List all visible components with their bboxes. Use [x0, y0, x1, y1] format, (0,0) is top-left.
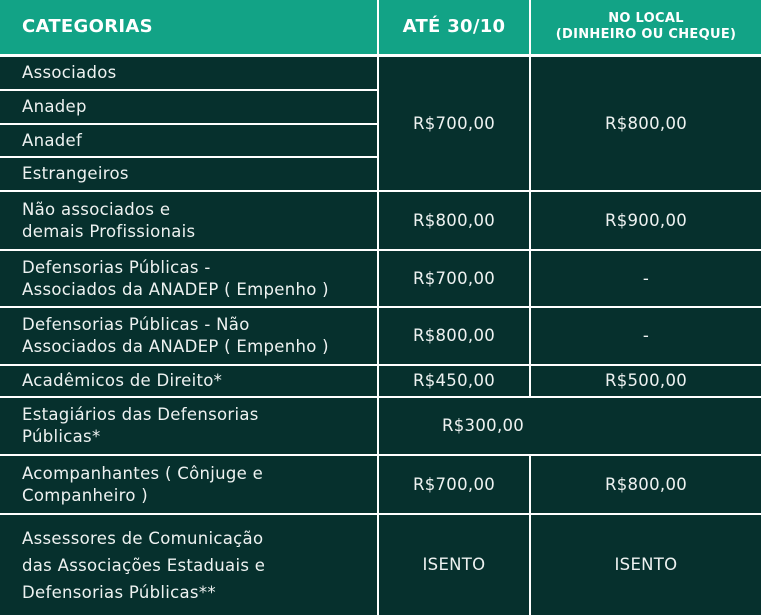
price-local: - — [531, 308, 761, 364]
header-no-local — [531, 0, 761, 54]
header-no-local-line2: (DINHEIRO OU CHEQUE) — [555, 27, 737, 42]
header-ate: ATÉ 30/10 — [379, 0, 529, 54]
category-associados: Associados — [0, 57, 377, 89]
price-local: - — [531, 251, 761, 306]
price-ate: R$450,00 — [379, 366, 529, 396]
price-local: R$900,00 — [531, 192, 761, 249]
price-merged: R$300,00 — [379, 398, 761, 454]
category-estrangeiros: Estrangeiros — [0, 158, 377, 190]
category-anadef: Anadef — [0, 125, 377, 156]
group-price-ate: R$700,00 — [379, 57, 529, 190]
category-defensorias-nao-associados: Defensorias Públicas - Não Associados da ANADEP ( Empenho ) — [0, 308, 377, 364]
price-local: R$800,00 — [531, 456, 761, 513]
header-no-local-line1: NO LOCAL — [608, 11, 684, 26]
group-price-local: R$800,00 — [531, 57, 761, 190]
category-nao-associados: Não associados e demais Profissionais — [0, 192, 377, 249]
category-anadep: Anadep — [0, 91, 377, 123]
price-local: R$500,00 — [531, 366, 761, 396]
header-categorias: CATEGORIAS — [0, 0, 377, 54]
category-assessores: Assessores de Comunicação das Associações Estaduais e Defensorias Públicas** — [0, 515, 377, 615]
category-academicos: Acadêmicos de Direito* — [0, 366, 377, 396]
price-ate: R$800,00 — [379, 308, 529, 364]
category-defensorias-associados: Defensorias Públicas - Associados da ANADEP ( Empenho ) — [0, 251, 377, 306]
category-estagiarios: Estagiários das Defensorias Públicas* — [0, 398, 377, 454]
price-ate: R$700,00 — [379, 456, 529, 513]
category-acompanhantes: Acompanhantes ( Cônjuge e Companheiro ) — [0, 456, 377, 513]
price-ate: R$800,00 — [379, 192, 529, 249]
price-ate: ISENTO — [379, 515, 529, 615]
price-local: ISENTO — [531, 515, 761, 615]
price-ate: R$700,00 — [379, 251, 529, 306]
